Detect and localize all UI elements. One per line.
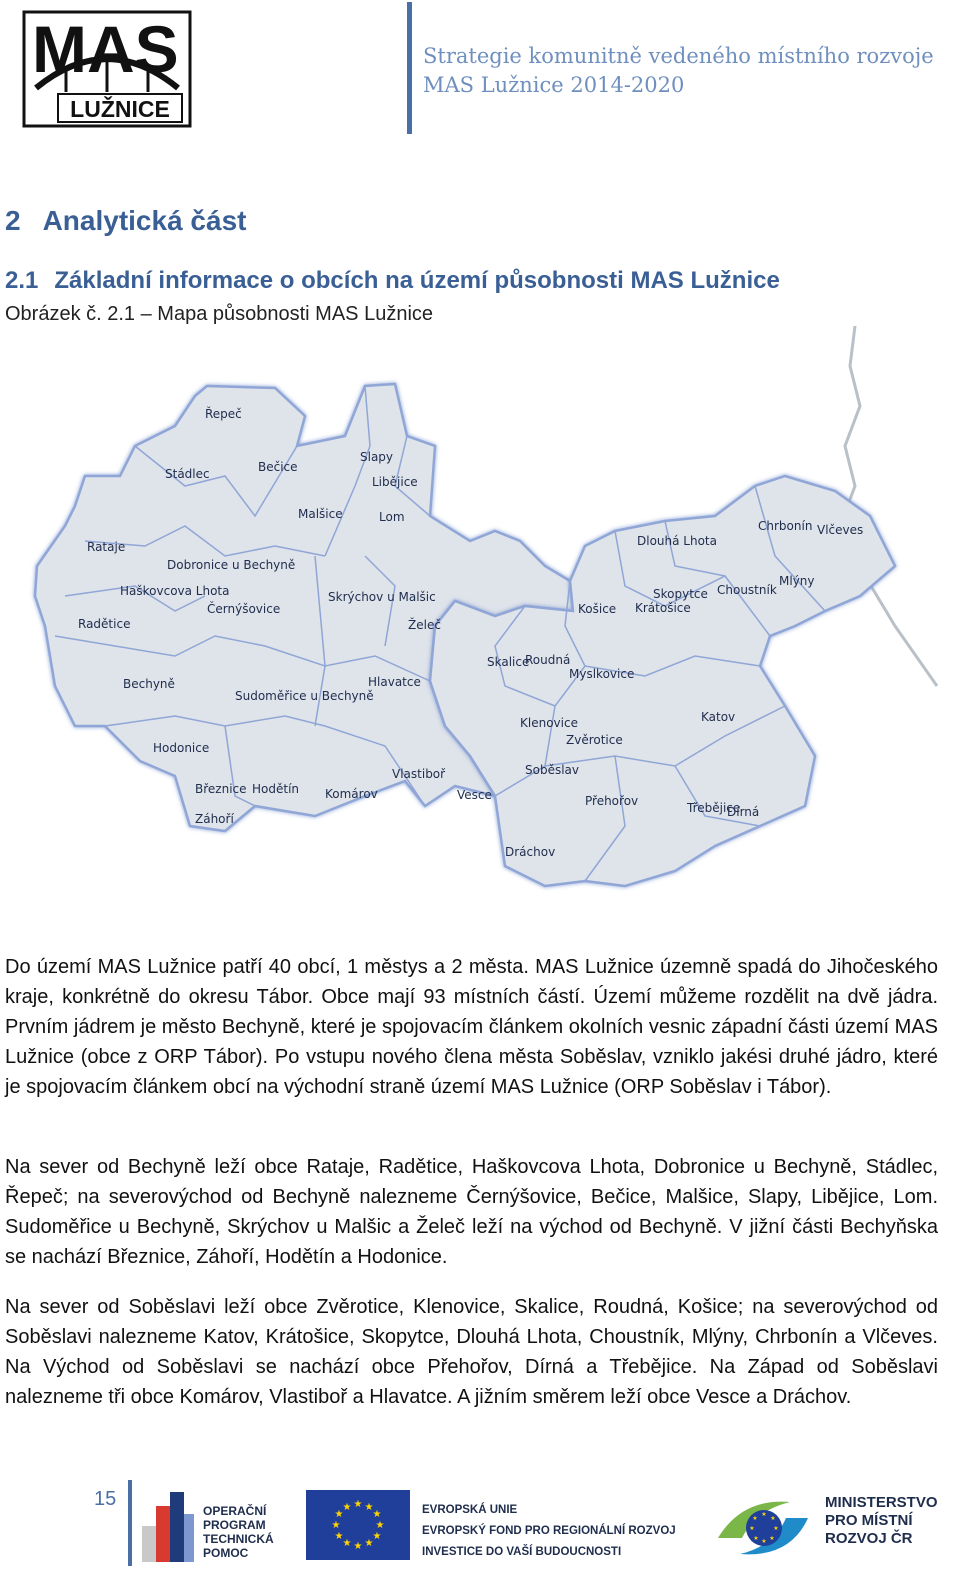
mmr-line: PRO MÍSTNÍ <box>825 1512 913 1529</box>
header-title-line2: MAS Lužnice 2014-2020 <box>423 73 685 97</box>
label-slapy: Slapy <box>360 450 394 464</box>
optp-line: OPERAČNÍ <box>203 1504 267 1518</box>
label-haskovcova-lhota: Haškovcova Lhota <box>120 584 230 598</box>
section-heading <box>5 205 246 237</box>
svg-text:★: ★ <box>761 1538 767 1545</box>
eu-flag-icon <box>306 1490 410 1560</box>
eu-line: EVROPSKÁ UNIE <box>422 1504 518 1516</box>
label-cernysovice: Černýšovice <box>207 602 281 616</box>
label-dirna: Dírná <box>727 805 760 819</box>
subsection-heading <box>5 267 780 295</box>
label-skalice: Skalice <box>487 655 530 669</box>
label-becice: Bečice <box>258 460 298 474</box>
label-klenovice: Klenovice <box>520 716 578 730</box>
figure-caption: Obrázek č. 2.1 – Mapa působnosti MAS Lužnice <box>5 303 434 325</box>
section-number: 2 <box>5 205 21 236</box>
label-lom: Lom <box>379 510 405 524</box>
label-myslkovice: Myslkovice <box>569 667 635 681</box>
label-sudomerice: Sudoměřice u Bechyně <box>235 689 374 703</box>
optp-line: POMOC <box>203 1546 249 1560</box>
header-title-line1: Strategie komunitně vedeného místního rozvoje <box>423 44 934 68</box>
optp-line: TECHNICKÁ <box>203 1532 274 1546</box>
label-breznice: Březnice <box>195 782 247 796</box>
label-mlyny: Mlýny <box>779 574 815 588</box>
eu-text <box>422 1500 676 1563</box>
label-komarov: Komárov <box>325 787 378 801</box>
label-roudna: Roudná <box>525 653 571 667</box>
svg-text:★: ★ <box>331 1520 341 1531</box>
svg-text:★: ★ <box>372 1509 382 1520</box>
page-number: 15 <box>94 1488 117 1510</box>
label-trebejice: Třebějice <box>687 801 741 815</box>
label-drachov: Dráchov <box>505 845 556 859</box>
svg-text:★: ★ <box>364 1502 374 1513</box>
label-prehorov: Přehořov <box>585 794 639 808</box>
svg-text:★: ★ <box>749 1525 755 1532</box>
svg-text:★: ★ <box>375 1520 385 1531</box>
mmr-line: MINISTERSTVO <box>825 1494 938 1511</box>
label-kratosice: Krátošice <box>635 601 691 615</box>
mas-territory-map <box>25 326 940 896</box>
mmr-text <box>825 1494 938 1548</box>
paragraph-bechyne: Na sever od Bechyně leží obce Rataje, Radětice, Haškovcova Lhota, Dobronice u Bechyně, Stádlec, Řepeč; na severovýchod od Bechyně nalezneme Černýšovice, Bečice, Malšice, Slapy, Liběјice, Lom. Sudoměřice u Bechyně, Skrýchov u Malšic a Želeč leží na východ od Bechyně. V jižní části Bechyňska se nachází Březnice, Záhoří, Hodětín a Hodonice. <box>5 1156 938 1268</box>
document-header <box>423 42 934 100</box>
svg-text:★: ★ <box>334 1531 344 1542</box>
mas-luznice-logo <box>22 10 192 128</box>
label-skopytce: Skopytce <box>653 587 708 601</box>
svg-text:★: ★ <box>773 1525 779 1532</box>
label-hodetin: Hodětín <box>252 782 300 796</box>
label-hodonice: Hodonice <box>153 741 210 755</box>
svg-text:★: ★ <box>353 1541 363 1552</box>
paragraph-intro: Do území MAS Lužnice patří 40 obcí, 1 městys a 2 města. MAS Lužnice územně spadá do Jihočeského kraje, konkrétně do okresu Tábor. Obce mají 93 místních částí. Území můžeme rozdělit na dvě jádra. Prvním jádrem je město Bechyně, které je spojovacím článkem okolních vesnic západní části území MAS Lužnice (obce z ORP Tábor). Po vstupu nového člena města Soběslav, vzniklo jakési druhé jádro, které je spojovacím článkem obcí na východní straně území MAS Lužnice (ORP Soběslav i Tábor). <box>5 956 938 1098</box>
section-title: Analytická část <box>42 205 247 236</box>
label-libejice: Liběјice <box>372 475 418 489</box>
optp-line: PROGRAM <box>203 1518 266 1532</box>
label-vesce: Vesce <box>457 788 492 802</box>
label-skrychov: Skrýchov u Malšic <box>328 590 436 604</box>
label-hlavatce: Hlavatce <box>368 675 421 689</box>
footer-divider <box>128 1480 132 1566</box>
svg-text:★: ★ <box>353 1499 363 1510</box>
label-dlouha-lhota: Dlouhá Lhota <box>637 534 717 548</box>
label-soberslav: Soběslav <box>525 763 579 777</box>
mmr-line: ROZVOJ ČR <box>825 1530 913 1547</box>
label-radetice: Radětice <box>78 617 131 631</box>
svg-text:★: ★ <box>342 1502 352 1513</box>
label-repec: Řepeč <box>205 407 242 421</box>
label-rataje: Rataje <box>87 540 126 554</box>
subsection-number: 2.1 <box>5 267 39 294</box>
label-choustnik: Choustník <box>717 583 777 597</box>
label-zverotice: Zvěrotice <box>566 733 623 747</box>
label-dobronice: Dobronice u Bechyně <box>167 558 296 572</box>
svg-text:★: ★ <box>364 1538 374 1549</box>
label-bechyne: Bechyně <box>123 677 175 691</box>
svg-text:★: ★ <box>372 1531 382 1542</box>
label-malsice: Malšice <box>298 507 343 521</box>
eu-line: EVROPSKÝ FOND PRO REGIONÁLNÍ ROZVOJ <box>422 1525 676 1537</box>
svg-text:★: ★ <box>752 1515 758 1522</box>
label-vlastibor: Vlastiboř <box>392 767 446 781</box>
label-zahori: Záhoří <box>195 812 234 826</box>
label-zelec: Želeč <box>408 618 441 632</box>
svg-text:MAS: MAS <box>32 12 179 86</box>
subsection-title: Základní informace o obcích na území působnosti MAS Lužnice <box>54 267 780 294</box>
svg-text:LUŽNICE: LUŽNICE <box>70 96 170 122</box>
label-chrbonin: Chrbonín <box>758 519 813 533</box>
svg-text:★: ★ <box>761 1511 767 1518</box>
svg-text:★: ★ <box>342 1538 352 1549</box>
paragraph-sobeslav: Na sever od Soběslavi leží obce Zvěrotice, Klenovice, Skalice, Roudná, Košice; na severovýchod od Soběslavi nalezneme Katov, Krátošice, Skopytce, Dlouhá Lhota, Choustník, Mlýny, Chrbonín a Vlčeves. Na Východ od Soběslavi se nachází obce Přehořov, Dírná a Třebějice. Na Západ od Soběslavi nalezneme tři obce Komárov, Vlastiboř a Hlavatce. A jižním směrem leží obce Vesce a Dráchov. <box>5 1296 938 1408</box>
eu-line: INVESTICE DO VAŠÍ BUDOUCNOSTI <box>422 1546 622 1558</box>
svg-text:★: ★ <box>770 1515 776 1522</box>
optp-text <box>203 1504 274 1560</box>
mmr-logo <box>712 1492 816 1562</box>
header-divider <box>407 2 412 134</box>
svg-text:★: ★ <box>334 1509 344 1520</box>
svg-text:★: ★ <box>753 1535 759 1542</box>
label-stadlec: Stádlec <box>165 467 210 481</box>
label-vlceves: Vlčeves <box>817 523 864 537</box>
label-kosice: Košice <box>578 602 617 616</box>
svg-text:★: ★ <box>769 1535 775 1542</box>
label-katov: Katov <box>701 710 736 724</box>
